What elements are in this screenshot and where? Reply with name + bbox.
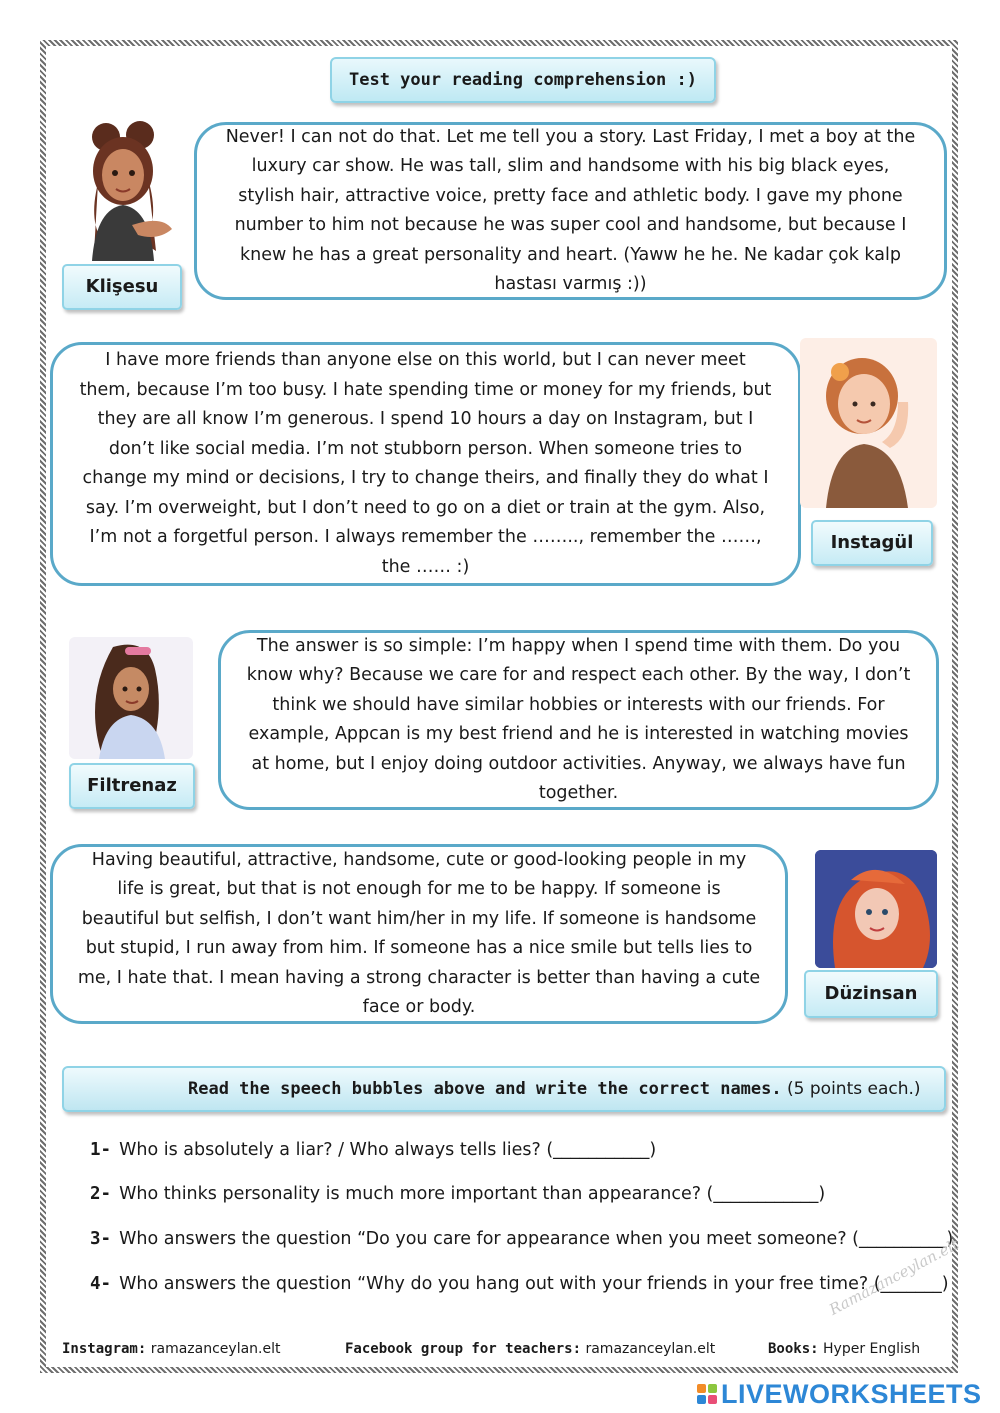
liveworksheets-icon — [697, 1384, 717, 1404]
instruction-text: Read the speech bubbles above and write the correct names. — [188, 1079, 782, 1099]
footer-instagram — [62, 1341, 280, 1357]
girl-illustration-icon — [815, 850, 937, 968]
avatar-filtrenaz — [69, 637, 193, 759]
name-label-filtrenaz: Filtrenaz — [69, 763, 195, 809]
question-text: Who thinks personality is much more important than appearance? (____________) — [119, 1184, 826, 1204]
worksheet-title: Test your reading comprehension :) — [330, 57, 716, 103]
bubble-text: I have more friends than anyone else on this world, but I can never meet them, because I’m too busy. I hate spending time or money for my friends, but they are all know I’m generous. I spend 10 hours a day on Instagram, but I don’t like social media. I’m not stubborn person. When someone tries to change my mind or decisions, I try to change theirs, and finally they do what I say. I’m overweight, but I don’t need to go on a diet or train at the gym. Also, I’m not a forgetful person. I always remember the …….., remember the ……, the …… :) — [79, 350, 772, 577]
footer-label: Books: — [768, 1341, 819, 1357]
footer-books — [768, 1341, 920, 1357]
name-label-duzinsan: Düzinsan — [804, 970, 938, 1018]
question-text: Who is absolutely a liar? / Who always tells lies? (___________) — [119, 1140, 657, 1160]
question-text: Who answers the question “Do you care for appearance when you meet someone? (__________) — [119, 1229, 954, 1249]
avatar-duzinsan — [815, 850, 937, 968]
footer-label: Instagram: — [62, 1341, 147, 1357]
avatar-instagul — [800, 338, 937, 508]
footer-value: Hyper English — [823, 1341, 921, 1357]
question-number: 4- — [90, 1274, 112, 1294]
footer-label: Facebook group for teachers: — [345, 1341, 582, 1357]
question-number: 2- — [90, 1184, 112, 1204]
speech-bubble-klisesu — [194, 122, 947, 300]
liveworksheets-logo[interactable] — [697, 1378, 982, 1410]
girl-illustration-icon — [69, 637, 193, 759]
question-number: 3- — [90, 1229, 112, 1249]
name-label-klisesu: Klişesu — [62, 264, 182, 310]
girl-illustration-icon — [800, 338, 937, 508]
girl-illustration-icon — [70, 113, 180, 261]
name-label-instagul: Instagül — [811, 520, 933, 566]
question-text: Who answers the question “Why do you hang out with your friends in your free time? (_______) — [119, 1274, 949, 1294]
question-1[interactable] — [90, 1140, 656, 1160]
footer-value: ramazanceylan.elt — [150, 1341, 281, 1357]
footer-facebook — [345, 1341, 715, 1357]
bubble-text: Having beautiful, attractive, handsome, cute or good-looking people in my life is great, but that is not enough for me to be happy. If someone is beautiful but selfish, I don’t want him/her in my life. If someone is handsome but stupid, I run away from him. If someone has a nice smile but tells lies to me, I hate that. I mean having a strong character is better than having a cute face or body. — [77, 849, 761, 1017]
question-3[interactable] — [90, 1229, 953, 1249]
task-instruction — [62, 1066, 946, 1112]
avatar-klisesu — [70, 113, 180, 261]
question-2[interactable] — [90, 1184, 825, 1204]
points-text: (5 points each.) — [787, 1079, 921, 1099]
bubble-text: Never! I can not do that. Let me tell you a story. Last Friday, I met a boy at the luxury car show. He was tall, slim and handsome with his big black eyes, stylish hair, attractive voice, pretty face and athletic body. I gave my phone number to him not because he was super cool and handsome, but because I knew he has a great personality and heart. (Yaww he he. Ne kadar çok kalp hastası varmış :)) — [225, 126, 916, 294]
brand-name: LIVEWORKSHEETS — [721, 1378, 982, 1409]
footer-value: ramazanceylan.elt — [585, 1341, 716, 1357]
speech-bubble-instagul — [50, 342, 801, 586]
speech-bubble-filtrenaz — [218, 630, 939, 810]
bubble-text: The answer is so simple: I’m happy when I spend time with them. Do you know why? Because we care for and respect each other. By the way, I don’t think we should have similar hobbies or interests with our friends. For example, Appcan is my best friend and he is interested in watching movies at home, but I enjoy doing outdoor activities. Anyway, we always have fun together. — [246, 635, 911, 803]
speech-bubble-duzinsan — [50, 844, 788, 1024]
question-4[interactable] — [90, 1274, 949, 1294]
question-number: 1- — [90, 1140, 112, 1160]
watermark: Ramazanceylan.elt — [826, 1235, 962, 1319]
